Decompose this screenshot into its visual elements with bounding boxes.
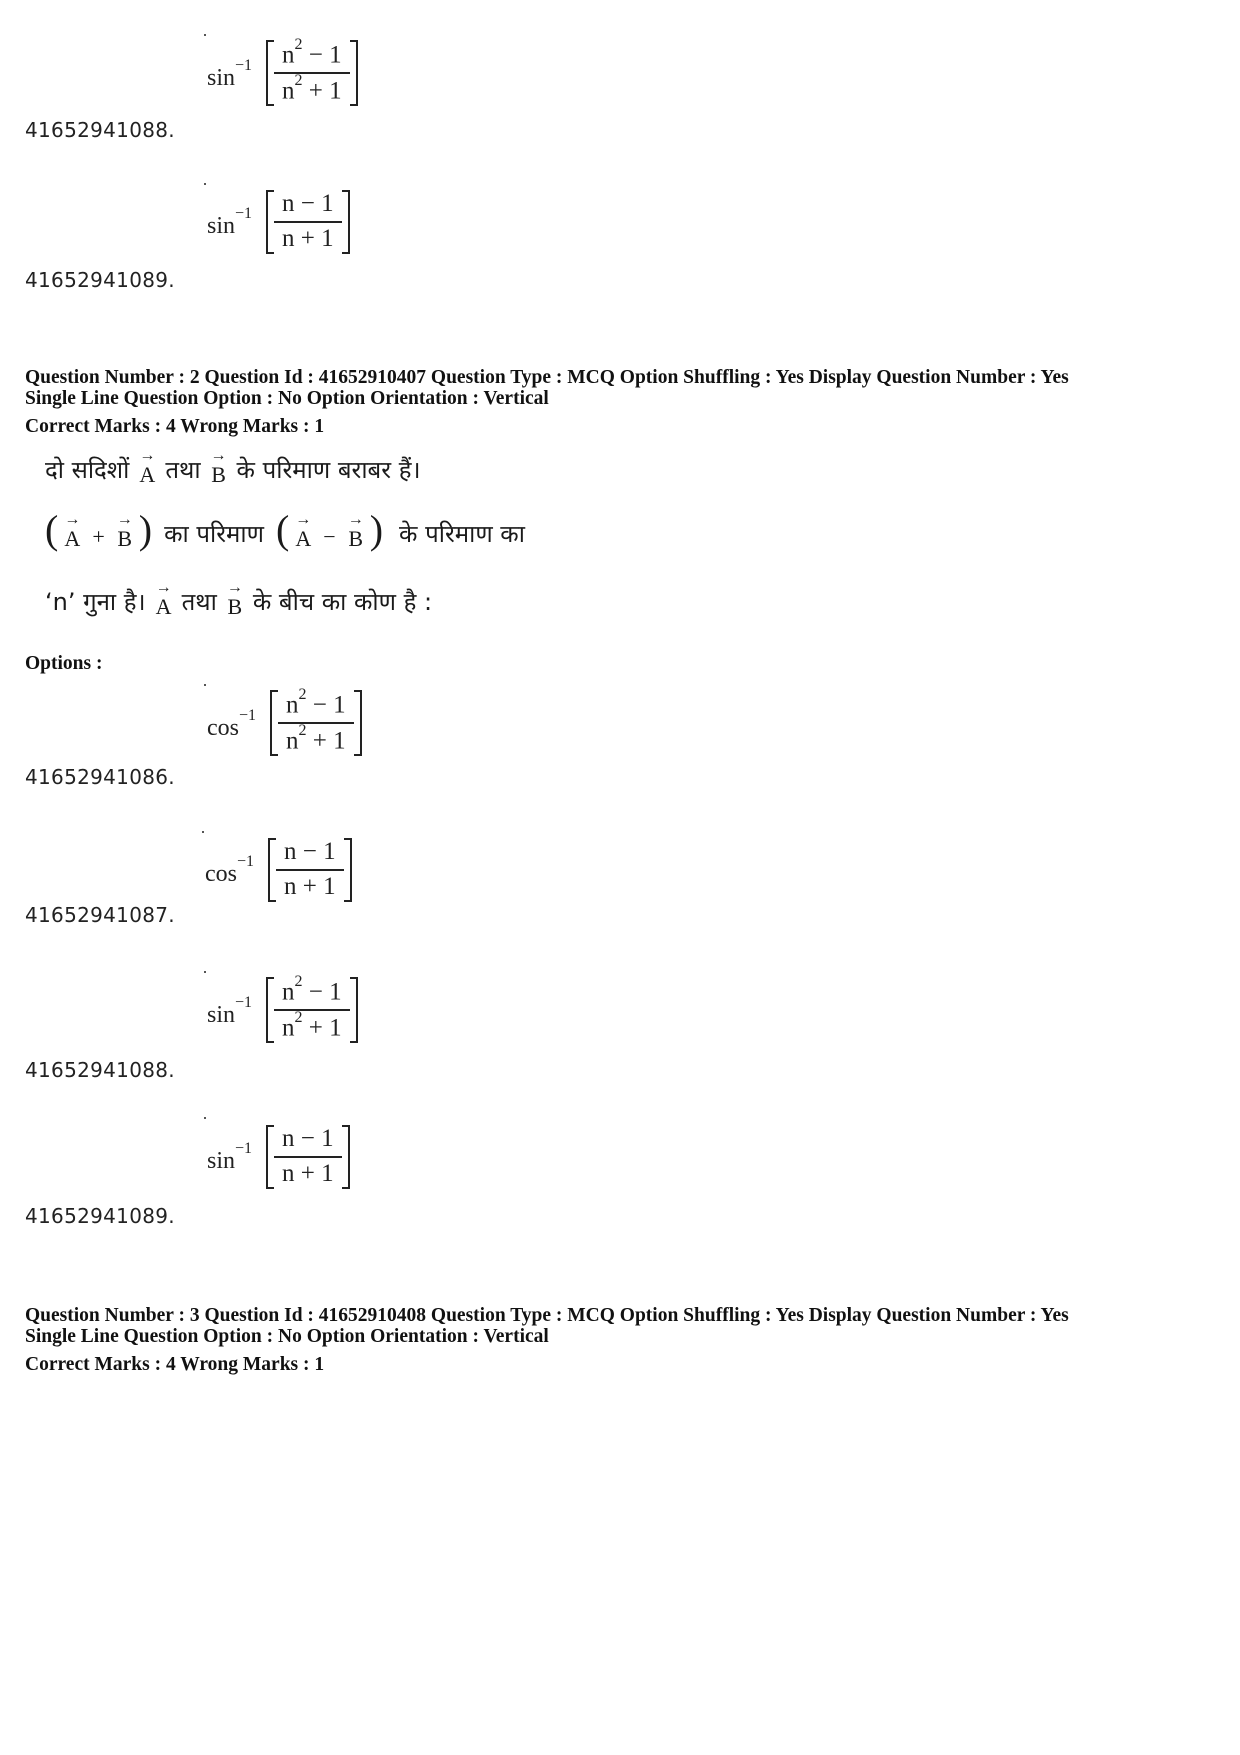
decor-dot: [204, 1117, 206, 1119]
function-name: $\cos^{-1}$: [207, 706, 257, 741]
question-marks: Correct Marks : 4 Wrong Marks : 1: [25, 416, 325, 437]
function-name: $\sin^{-1}$: [207, 205, 253, 240]
question-text-line1: दो सदिशों → A तथा → B के परिमाण बराबर हैं।: [45, 447, 421, 487]
question-meta-line2: Single Line Question Option : No Option Orientation : Vertical: [25, 1326, 549, 1347]
option-id: 41652941086.: [25, 765, 175, 789]
question-text-line3: ‘n’ गुना है। → A तथा → B के बीच का कोण है :: [45, 579, 433, 619]
decor-dot: [204, 971, 206, 973]
option-id: 41652941088.: [25, 1058, 175, 1082]
function-name: $\cos^{-1}$: [205, 853, 255, 888]
vector-b: → B: [210, 447, 227, 487]
question-meta-line1: Question Number : 3 Question Id : 41652910408 Question Type : MCQ Option Shuffling : Yes Display Question Number : Yes: [25, 1305, 1069, 1326]
function-name: $\sin^{-1}$: [207, 1140, 253, 1175]
bracket: $\frac{n^2 - 1}{n^2 + 1}$: [266, 40, 358, 106]
option-formula: [207, 190, 350, 254]
option-id: 41652941087.: [25, 903, 175, 927]
question-meta-line2: Single Line Question Option : No Option Orientation : Vertical: [25, 388, 549, 409]
question-meta-line1: Question Number : 2 Question Id : 41652910407 Question Type : MCQ Option Shuffling : Yes Display Question Number : Yes: [25, 367, 1069, 388]
question-marks: Correct Marks : 4 Wrong Marks : 1: [25, 1354, 325, 1375]
decor-dot: [204, 684, 206, 686]
decor-dot: [202, 831, 204, 833]
decor-dot: [204, 34, 206, 36]
vector-a: → A: [139, 447, 156, 487]
option-formula: [205, 838, 352, 902]
bracket: $\frac{n - 1}{n + 1}$: [268, 838, 352, 902]
function-name: $\sin^{-1}$: [207, 993, 253, 1028]
option-formula: [207, 36, 358, 106]
option-id: 41652941089.: [25, 1204, 175, 1228]
question-text-line2: ( → A + → B ) का परिमाण ( → A − → B ) के परिमाण का: [45, 507, 525, 552]
option-id: 41652941089.: [25, 268, 175, 292]
bracket: $\frac{n^2 - 1}{n^2 + 1}$: [270, 690, 362, 756]
option-formula: [207, 1125, 350, 1189]
option-formula: [207, 973, 358, 1043]
options-label: Options :: [25, 653, 103, 674]
decor-dot: [204, 183, 206, 185]
bracket: $\frac{n - 1}{n + 1}$: [266, 1125, 350, 1189]
option-id: 41652941088.: [25, 118, 175, 142]
option-formula: [207, 686, 362, 756]
function-name: $\sin^{-1}$: [207, 56, 253, 91]
bracket: $\frac{n^2 - 1}{n^2 + 1}$: [266, 977, 358, 1043]
bracket: $\frac{n - 1}{n + 1}$: [266, 190, 350, 254]
